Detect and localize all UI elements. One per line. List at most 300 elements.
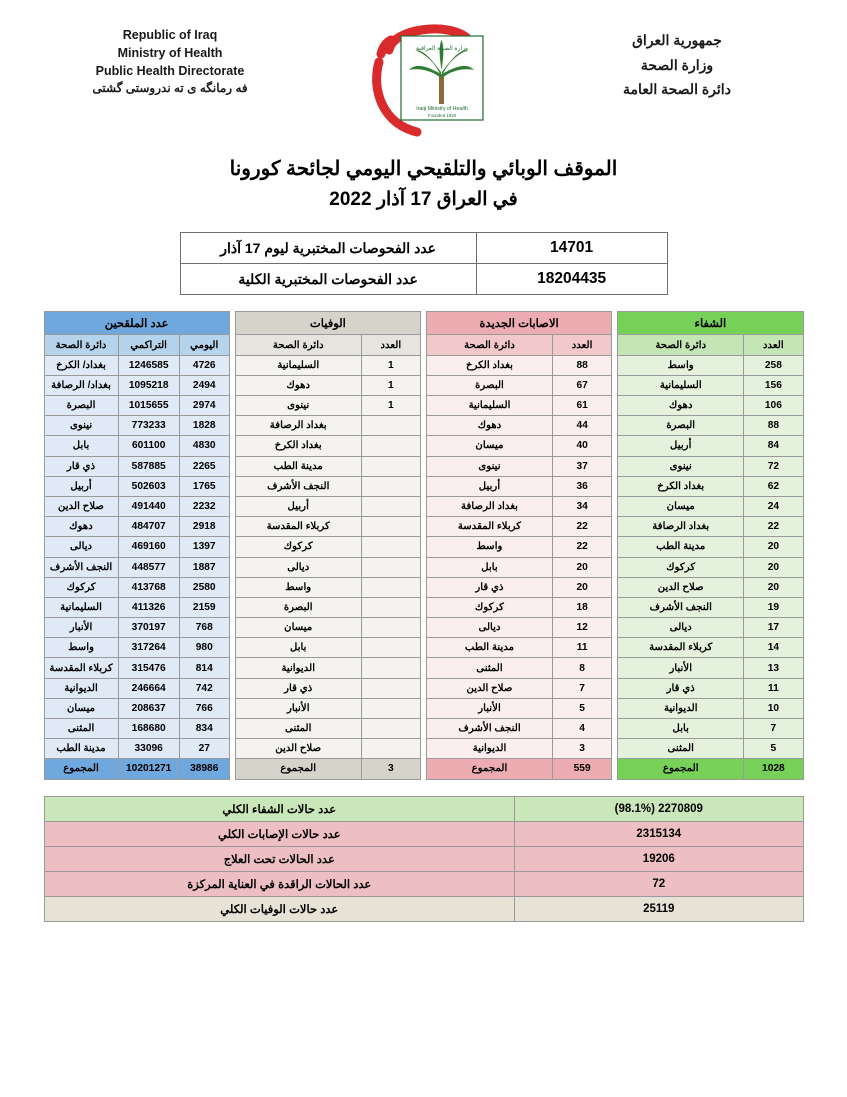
vaccinated-total-daily: 38986 — [179, 759, 229, 779]
recovered-count: 19 — [744, 597, 803, 617]
new-cases-count: 5 — [552, 698, 611, 718]
recovered-count: 88 — [744, 416, 803, 436]
table-subheader-row — [44, 335, 229, 355]
summary-row-icu-cases — [44, 871, 803, 896]
recovered-count: 22 — [744, 517, 803, 537]
deaths-count — [361, 416, 420, 436]
vaccinated-cumulative: 469160 — [118, 537, 179, 557]
new-cases-name: كربلاء المقدسة — [427, 517, 553, 537]
vaccinated-name: أربيل — [44, 476, 118, 496]
table-row — [44, 739, 229, 759]
vaccinated-cumulative: 601100 — [118, 436, 179, 456]
table-row — [427, 436, 612, 456]
new-cases-name: أربيل — [427, 476, 553, 496]
recovered-name: دهوك — [618, 396, 744, 416]
vaccinated-daily: 4830 — [179, 436, 229, 456]
deaths-name: الأنبار — [235, 698, 361, 718]
page-title-line-2: في العراق 17 آذار 2022 — [329, 189, 518, 210]
table-row — [427, 396, 612, 416]
recovered-name: النجف الأشرف — [618, 597, 744, 617]
deaths-count — [361, 597, 420, 617]
table-row — [618, 517, 803, 537]
deaths-count: 1 — [361, 355, 420, 375]
vaccinated-daily: 2974 — [179, 396, 229, 416]
deaths-count — [361, 476, 420, 496]
recovered-table — [617, 311, 803, 779]
table-row — [618, 698, 803, 718]
table-row — [235, 739, 420, 759]
vaccinated-cumulative: 491440 — [118, 496, 179, 516]
vaccinated-daily: 742 — [179, 678, 229, 698]
vaccinated-name: ميسان — [44, 698, 118, 718]
new-cases-count: 67 — [552, 375, 611, 395]
tests-daily-value: 14701 — [476, 233, 667, 264]
deaths-name: دهوك — [235, 375, 361, 395]
new-cases-count: 18 — [552, 597, 611, 617]
block-recovered — [617, 311, 803, 779]
table-row — [235, 638, 420, 658]
table-row — [427, 416, 612, 436]
table-row — [427, 355, 612, 375]
new-cases-name: ميسان — [427, 436, 553, 456]
deaths-count — [361, 678, 420, 698]
vaccinated-cumulative: 587885 — [118, 456, 179, 476]
summary-value: 25119 — [515, 896, 803, 921]
header-right-line-2: وزارة الصحة — [640, 56, 714, 73]
table-row — [44, 355, 229, 375]
new-cases-name: دهوك — [427, 416, 553, 436]
new-cases-count: 22 — [552, 517, 611, 537]
vaccinated-name: الديوانية — [44, 678, 118, 698]
deaths-count — [361, 537, 420, 557]
table-row — [44, 638, 229, 658]
vaccinated-name: مدينة الطب — [44, 739, 118, 759]
new-cases-body — [427, 355, 612, 779]
summary-value: 72 — [515, 871, 803, 896]
table-header-row — [427, 312, 612, 335]
table-row — [180, 264, 667, 295]
table-row — [235, 396, 420, 416]
new-cases-count: 8 — [552, 658, 611, 678]
new-cases-name: المثنى — [427, 658, 553, 678]
vaccinated-name: دهوك — [44, 517, 118, 537]
vaccinated-cumulative: 370197 — [118, 618, 179, 638]
new-cases-count: 34 — [552, 496, 611, 516]
vaccinated-cumulative: 484707 — [118, 517, 179, 537]
deaths-name: نينوى — [235, 396, 361, 416]
table-row — [427, 476, 612, 496]
deaths-count-header: العدد — [361, 335, 420, 355]
deaths-count — [361, 698, 420, 718]
new-cases-name: صلاح الدين — [427, 678, 553, 698]
table-row — [427, 638, 612, 658]
table-row — [44, 537, 229, 557]
table-row — [427, 557, 612, 577]
new-cases-count: 7 — [552, 678, 611, 698]
vaccinated-name: بابل — [44, 436, 118, 456]
deaths-count — [361, 638, 420, 658]
vaccinated-name: كركوك — [44, 577, 118, 597]
deaths-name: كركوك — [235, 537, 361, 557]
deaths-name: المثنى — [235, 719, 361, 739]
recovered-count: 7 — [744, 719, 803, 739]
recovered-count: 84 — [744, 436, 803, 456]
vaccinated-daily: 27 — [179, 739, 229, 759]
deaths-name: الديوانية — [235, 658, 361, 678]
recovered-count: 62 — [744, 476, 803, 496]
tests-table — [180, 232, 668, 295]
recovered-count: 24 — [744, 496, 803, 516]
new-cases-count: 12 — [552, 618, 611, 638]
recovered-name: كركوك — [618, 557, 744, 577]
table-row — [618, 456, 803, 476]
recovered-total-count: 1028 — [744, 759, 803, 779]
new-cases-name: واسط — [427, 537, 553, 557]
table-total-row — [427, 759, 612, 779]
summary-label: عدد الحالات تحت العلاج — [44, 846, 515, 871]
new-cases-count: 36 — [552, 476, 611, 496]
recovered-count: 258 — [744, 355, 803, 375]
recovered-count-header: العدد — [744, 335, 803, 355]
recovered-name: واسط — [618, 355, 744, 375]
recovered-name: مدينة الطب — [618, 537, 744, 557]
deaths-table — [235, 311, 421, 779]
recovered-name: بابل — [618, 719, 744, 739]
new-cases-count: 11 — [552, 638, 611, 658]
vaccinated-name: الأنبار — [44, 618, 118, 638]
svg-text:وزارة الصحة العراقية: وزارة الصحة العراقية — [415, 46, 468, 52]
vaccinated-daily: 2494 — [179, 375, 229, 395]
summary-label: عدد الحالات الراقدة في العناية المركزة — [44, 871, 515, 896]
table-header-row — [618, 312, 803, 335]
table-row — [44, 396, 229, 416]
new-cases-name: البصرة — [427, 375, 553, 395]
table-row — [44, 618, 229, 638]
summary-label: عدد حالات الإصابات الكلي — [44, 821, 515, 846]
table-row — [618, 618, 803, 638]
summary-row-total-recovered — [44, 796, 803, 821]
recovered-name: الأنبار — [618, 658, 744, 678]
new-cases-count: 20 — [552, 557, 611, 577]
vaccinated-daily-header: اليومي — [179, 335, 229, 355]
table-row — [235, 678, 420, 698]
header-left-english — [40, 18, 300, 98]
table-row — [235, 557, 420, 577]
deaths-name: كربلاء المقدسة — [235, 517, 361, 537]
table-row — [44, 496, 229, 516]
table-row — [618, 436, 803, 456]
table-row — [427, 719, 612, 739]
vaccinated-name: البصرة — [44, 396, 118, 416]
table-row — [44, 416, 229, 436]
logo-svg — [349, 20, 499, 138]
vaccinated-cumulative: 502603 — [118, 476, 179, 496]
new-cases-name: بغداد الرصافة — [427, 496, 553, 516]
vaccinated-name: ذي قار — [44, 456, 118, 476]
recovered-count: 20 — [744, 537, 803, 557]
table-row — [44, 476, 229, 496]
recovered-count: 20 — [744, 557, 803, 577]
deaths-name: البصرة — [235, 597, 361, 617]
new-cases-count: 37 — [552, 456, 611, 476]
new-cases-table — [426, 311, 612, 779]
deaths-total-label: المجموع — [235, 759, 361, 779]
deaths-count — [361, 577, 420, 597]
table-row — [618, 658, 803, 678]
table-subheader-row — [618, 335, 803, 355]
recovered-total-label: المجموع — [618, 759, 744, 779]
table-row — [618, 496, 803, 516]
deaths-count — [361, 517, 420, 537]
vaccinated-title: عدد الملقحين — [44, 312, 229, 335]
vaccinated-daily: 2265 — [179, 456, 229, 476]
vaccinated-name: السليمانية — [44, 597, 118, 617]
table-row — [235, 496, 420, 516]
recovered-count: 20 — [744, 577, 803, 597]
table-row — [427, 456, 612, 476]
deaths-count — [361, 618, 420, 638]
deaths-count — [361, 496, 420, 516]
vaccinated-daily: 768 — [179, 618, 229, 638]
table-row — [618, 476, 803, 496]
new-cases-name: نينوى — [427, 456, 553, 476]
new-cases-name: ديالى — [427, 618, 553, 638]
vaccinated-daily: 4726 — [179, 355, 229, 375]
vaccinated-cumulative: 315476 — [118, 658, 179, 678]
block-new-cases — [426, 311, 612, 779]
deaths-name: السليمانية — [235, 355, 361, 375]
vaccinated-name: المثنى — [44, 719, 118, 739]
table-row — [427, 678, 612, 698]
recovered-count: 13 — [744, 658, 803, 678]
new-cases-count-header: العدد — [552, 335, 611, 355]
recovered-name: المثنى — [618, 739, 744, 759]
recovered-name: ميسان — [618, 496, 744, 516]
new-cases-total-label: المجموع — [427, 759, 553, 779]
deaths-count — [361, 436, 420, 456]
table-row — [44, 678, 229, 698]
vaccinated-cumulative: 413768 — [118, 577, 179, 597]
table-row — [44, 719, 229, 739]
vaccinated-body — [44, 355, 229, 779]
table-row — [618, 678, 803, 698]
table-row — [235, 537, 420, 557]
table-row — [618, 739, 803, 759]
vaccinated-table — [44, 311, 230, 779]
vaccinated-cumulative: 33096 — [118, 739, 179, 759]
vaccinated-cumulative: 1095218 — [118, 375, 179, 395]
table-row — [235, 375, 420, 395]
ministry-logo — [334, 18, 514, 138]
recovered-title: الشفاء — [618, 312, 803, 335]
summary-label: عدد حالات الشفاء الكلي — [44, 796, 515, 821]
recovered-count: 156 — [744, 375, 803, 395]
vaccinated-daily: 2232 — [179, 496, 229, 516]
new-cases-title: الاصابات الجديدة — [427, 312, 612, 335]
new-cases-name: السليمانية — [427, 396, 553, 416]
table-row — [235, 517, 420, 537]
table-row — [427, 537, 612, 557]
new-cases-name: الأنبار — [427, 698, 553, 718]
recovered-count: 11 — [744, 678, 803, 698]
table-row — [44, 597, 229, 617]
deaths-name: مدينة الطب — [235, 456, 361, 476]
vaccinated-cumulative: 246664 — [118, 678, 179, 698]
header-left-line-1: Republic of Iraq — [122, 28, 218, 42]
recovered-name: نينوى — [618, 456, 744, 476]
deaths-name: بغداد الرصافة — [235, 416, 361, 436]
header-right-line-3: دائرة الصحة العامة — [623, 81, 731, 97]
table-row — [44, 557, 229, 577]
svg-text:Iraqi Ministry of Health: Iraqi Ministry of Health — [415, 106, 468, 112]
table-row — [618, 416, 803, 436]
vaccinated-name: النجف الأشرف — [44, 557, 118, 577]
new-cases-count: 3 — [552, 739, 611, 759]
table-row — [235, 658, 420, 678]
deaths-name-header: دائرة الصحة — [235, 335, 361, 355]
recovered-count: 5 — [744, 739, 803, 759]
deaths-name: ميسان — [235, 618, 361, 638]
vaccinated-name: واسط — [44, 638, 118, 658]
vaccinated-daily: 2580 — [179, 577, 229, 597]
vaccinated-name: ديالى — [44, 537, 118, 557]
new-cases-name-header: دائرة الصحة — [427, 335, 553, 355]
table-row — [618, 577, 803, 597]
table-total-row — [235, 759, 420, 779]
summary-label: عدد حالات الوفيات الكلي — [44, 896, 515, 921]
recovered-count: 72 — [744, 456, 803, 476]
vaccinated-total-label: المجموع — [44, 759, 118, 779]
vaccinated-total-cumulative: 10201271 — [118, 759, 179, 779]
summary-row-total-cases — [44, 821, 803, 846]
vaccinated-daily: 1397 — [179, 537, 229, 557]
table-row — [235, 719, 420, 739]
table-row — [427, 517, 612, 537]
table-row — [235, 436, 420, 456]
table-row — [427, 739, 612, 759]
summary-value: 2315134 — [515, 821, 803, 846]
recovered-name: ذي قار — [618, 678, 744, 698]
table-row — [427, 375, 612, 395]
table-row — [618, 597, 803, 617]
table-row — [235, 597, 420, 617]
table-row — [618, 537, 803, 557]
table-row — [235, 416, 420, 436]
vaccinated-daily: 1765 — [179, 476, 229, 496]
table-row — [44, 658, 229, 678]
header-right-line-1: جمهورية العراق — [632, 32, 722, 48]
vaccinated-daily: 766 — [179, 698, 229, 718]
table-subheader-row — [235, 335, 420, 355]
table-header-row — [235, 312, 420, 335]
deaths-count — [361, 739, 420, 759]
table-row — [44, 436, 229, 456]
summary-table — [44, 796, 804, 922]
table-row — [44, 517, 229, 537]
table-subheader-row — [427, 335, 612, 355]
new-cases-count: 44 — [552, 416, 611, 436]
recovered-name: الديوانية — [618, 698, 744, 718]
new-cases-name: بابل — [427, 557, 553, 577]
svg-text:Founded 1920: Founded 1920 — [427, 113, 456, 118]
new-cases-name: النجف الأشرف — [427, 719, 553, 739]
table-row — [44, 456, 229, 476]
tests-total-label: عدد الفحوصات المختبرية الكلية — [180, 264, 476, 295]
table-row — [427, 597, 612, 617]
recovered-name: أربيل — [618, 436, 744, 456]
recovered-name: البصرة — [618, 416, 744, 436]
table-row — [618, 638, 803, 658]
table-row — [235, 618, 420, 638]
vaccinated-cumulative: 411326 — [118, 597, 179, 617]
deaths-name: واسط — [235, 577, 361, 597]
recovered-name: السليمانية — [618, 375, 744, 395]
vaccinated-daily: 2159 — [179, 597, 229, 617]
deaths-name: صلاح الدين — [235, 739, 361, 759]
header-left-line-2: Ministry of Health — [117, 46, 223, 61]
table-row — [180, 233, 667, 264]
deaths-body — [235, 355, 420, 779]
new-cases-name: ذي قار — [427, 577, 553, 597]
recovered-name: كربلاء المقدسة — [618, 638, 744, 658]
recovered-count: 14 — [744, 638, 803, 658]
vaccinated-name-header: دائرة الصحة — [44, 335, 118, 355]
deaths-name: ذي قار — [235, 678, 361, 698]
recovered-name-header: دائرة الصحة — [618, 335, 744, 355]
table-header-row — [44, 312, 229, 335]
vaccinated-daily: 814 — [179, 658, 229, 678]
recovered-name: بغداد الكرخ — [618, 476, 744, 496]
deaths-count — [361, 557, 420, 577]
new-cases-count: 61 — [552, 396, 611, 416]
new-cases-name: بغداد الكرخ — [427, 355, 553, 375]
deaths-name: النجف الأشرف — [235, 476, 361, 496]
deaths-title: الوفيات — [235, 312, 420, 335]
table-row — [427, 577, 612, 597]
summary-value: 2270809 (98.1%) — [515, 796, 803, 821]
table-total-row — [618, 759, 803, 779]
header-left-kurdish: فە رمانگە ى تە ندروستى گشتى — [92, 81, 248, 96]
main-tables-row — [44, 311, 804, 779]
table-row — [235, 698, 420, 718]
page-title — [0, 154, 847, 214]
vaccinated-cumulative-header: التراكمي — [118, 335, 179, 355]
summary-row-total-deaths — [44, 896, 803, 921]
deaths-count — [361, 719, 420, 739]
new-cases-count: 20 — [552, 577, 611, 597]
table-row — [427, 618, 612, 638]
vaccinated-name: كربلاء المقدسة — [44, 658, 118, 678]
vaccinated-cumulative: 317264 — [118, 638, 179, 658]
table-total-row — [44, 759, 229, 779]
recovered-count: 106 — [744, 396, 803, 416]
vaccinated-cumulative: 1015655 — [118, 396, 179, 416]
deaths-name: أربيل — [235, 496, 361, 516]
table-row — [235, 355, 420, 375]
header-right-arabic — [547, 18, 807, 102]
deaths-count — [361, 658, 420, 678]
vaccinated-daily: 980 — [179, 638, 229, 658]
summary-value: 19206 — [515, 846, 803, 871]
vaccinated-daily: 2918 — [179, 517, 229, 537]
deaths-name: ديالى — [235, 557, 361, 577]
new-cases-count: 22 — [552, 537, 611, 557]
vaccinated-name: بغداد/ الكرخ — [44, 355, 118, 375]
recovered-name: ديالى — [618, 618, 744, 638]
vaccinated-name: بغداد/ الرصافة — [44, 375, 118, 395]
recovered-count: 10 — [744, 698, 803, 718]
page-title-line-1: الموقف الوبائي والتلقيحي اليومي لجائحة كورونا — [229, 158, 618, 180]
